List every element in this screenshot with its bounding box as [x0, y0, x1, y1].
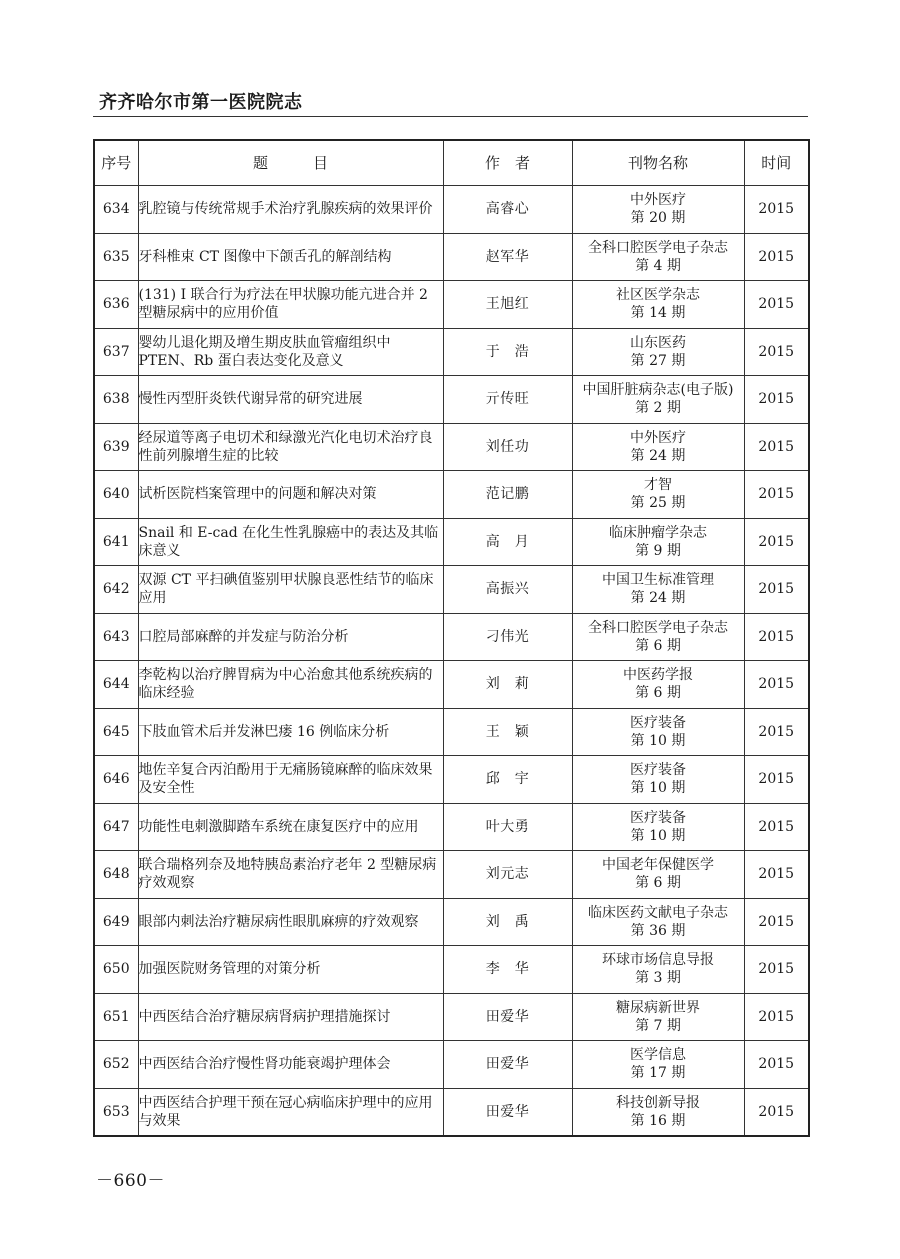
author-name: 刘 莉 — [443, 661, 572, 709]
row-number: 651 — [94, 993, 138, 1041]
journal-name: 中外医疗 — [630, 429, 686, 446]
row-number: 648 — [94, 851, 138, 899]
row-number: 649 — [94, 898, 138, 946]
journal-name: 中国老年保健医学 — [602, 857, 714, 874]
article-title: 牙科椎束 CT 图像中下颌舌孔的解剖结构 — [138, 233, 443, 281]
journal-name: 中国卫生标准管理 — [602, 572, 714, 589]
journal-cell — [572, 1088, 744, 1136]
author-name: 叶大勇 — [443, 803, 572, 851]
row-number: 650 — [94, 946, 138, 994]
journal-name: 全科口腔医学电子杂志 — [588, 239, 728, 256]
article-title: 中西医结合治疗慢性肾功能衰竭护理体会 — [138, 1041, 443, 1089]
table-row — [94, 186, 809, 234]
table-row — [94, 566, 809, 614]
publication-year: 2015 — [744, 803, 809, 851]
table-row — [94, 233, 809, 281]
journal-issue: 第 36 期 — [630, 922, 686, 939]
article-title: Snail 和 E-cad 在化生性乳腺癌中的表达及其临床意义 — [138, 518, 443, 566]
journal-name: 山东医药 — [630, 334, 686, 351]
journal-name: 糖尿病新世界 — [616, 999, 700, 1016]
table-row — [94, 1088, 809, 1136]
table-row — [94, 661, 809, 709]
author-name: 田爱华 — [443, 993, 572, 1041]
journal-issue: 第 25 期 — [630, 495, 686, 512]
publication-year: 2015 — [744, 233, 809, 281]
article-title: 下肢血管术后并发淋巴瘘 16 例临床分析 — [138, 708, 443, 756]
journal-issue: 第 6 期 — [635, 637, 681, 654]
book-title: 齐齐哈尔市第一医院院志 — [99, 92, 303, 113]
journal-cell — [572, 376, 744, 424]
journal-issue: 第 4 期 — [635, 257, 681, 274]
publication-year: 2015 — [744, 946, 809, 994]
article-title: 中西医结合护理干预在冠心病临床护理中的应用与效果 — [138, 1088, 443, 1136]
row-number: 636 — [94, 281, 138, 329]
journal-cell — [572, 708, 744, 756]
table-row — [94, 756, 809, 804]
publication-year: 2015 — [744, 756, 809, 804]
article-title: (131) I 联合行为疗法在甲状腺功能亢进合并 2 型糖尿病中的应用价值 — [138, 281, 443, 329]
article-title: 功能性电刺激脚踏车系统在康复医疗中的应用 — [138, 803, 443, 851]
journal-issue: 第 10 期 — [630, 827, 686, 844]
journal-cell — [572, 566, 744, 614]
table-row — [94, 328, 809, 376]
journal-cell — [572, 898, 744, 946]
author-name: 刘任功 — [443, 423, 572, 471]
row-number: 645 — [94, 708, 138, 756]
table-row — [94, 851, 809, 899]
article-title: 经尿道等离子电切术和绿激光汽化电切术治疗良性前列腺增生症的比较 — [138, 423, 443, 471]
table-row — [94, 708, 809, 756]
journal-issue: 第 16 期 — [630, 1112, 686, 1129]
journal-name: 中医药学报 — [623, 667, 693, 684]
author-name: 于 浩 — [443, 328, 572, 376]
journal-name: 环球市场信息导报 — [602, 952, 714, 969]
publication-year: 2015 — [744, 851, 809, 899]
row-number: 643 — [94, 613, 138, 661]
article-title: 联合瑞格列奈及地特胰岛素治疗老年 2 型糖尿病疗效观察 — [138, 851, 443, 899]
table-row — [94, 1041, 809, 1089]
journal-issue: 第 20 期 — [630, 210, 686, 227]
journal-cell — [572, 423, 744, 471]
row-number: 652 — [94, 1041, 138, 1089]
journal-cell — [572, 1041, 744, 1089]
row-number: 644 — [94, 661, 138, 709]
row-number: 646 — [94, 756, 138, 804]
journal-cell — [572, 756, 744, 804]
journal-issue: 第 24 期 — [630, 590, 686, 607]
column-header-number: 序号 — [94, 140, 138, 186]
journal-issue: 第 14 期 — [630, 305, 686, 322]
table-row — [94, 376, 809, 424]
table-row — [94, 898, 809, 946]
journal-name: 科技创新导报 — [616, 1094, 700, 1111]
publication-year: 2015 — [744, 613, 809, 661]
author-name: 田爱华 — [443, 1088, 572, 1136]
journal-cell — [572, 281, 744, 329]
article-title: 地佐辛复合丙泊酚用于无痛肠镜麻醉的临床效果及安全性 — [138, 756, 443, 804]
journal-cell — [572, 471, 744, 519]
publication-year: 2015 — [744, 281, 809, 329]
journal-cell — [572, 993, 744, 1041]
journal-issue: 第 10 期 — [630, 732, 686, 749]
author-name: 王 颖 — [443, 708, 572, 756]
column-header-title: 题 目 — [138, 140, 443, 186]
journal-cell — [572, 328, 744, 376]
author-name: 高睿心 — [443, 186, 572, 234]
row-number: 634 — [94, 186, 138, 234]
article-title: 眼部内刺法治疗糖尿病性眼肌麻痹的疗效观察 — [138, 898, 443, 946]
author-name: 刘元志 — [443, 851, 572, 899]
row-number: 635 — [94, 233, 138, 281]
journal-name: 才智 — [644, 477, 672, 494]
journal-cell — [572, 613, 744, 661]
table-row — [94, 613, 809, 661]
publication-year: 2015 — [744, 661, 809, 709]
journal-name: 医疗装备 — [630, 809, 686, 826]
author-name: 高 月 — [443, 518, 572, 566]
author-name: 亓传旺 — [443, 376, 572, 424]
article-title: 加强医院财务管理的对策分析 — [138, 946, 443, 994]
article-title: 乳腔镜与传统常规手术治疗乳腺疾病的效果评价 — [138, 186, 443, 234]
header-divider — [93, 116, 808, 117]
article-title: 慢性丙型肝炎铁代谢异常的研究进展 — [138, 376, 443, 424]
publication-year: 2015 — [744, 566, 809, 614]
journal-name: 中外医疗 — [630, 192, 686, 209]
table-row — [94, 471, 809, 519]
journal-issue: 第 10 期 — [630, 780, 686, 797]
journal-issue: 第 24 期 — [630, 447, 686, 464]
row-number: 642 — [94, 566, 138, 614]
journal-issue: 第 7 期 — [635, 1017, 681, 1034]
journal-cell — [572, 661, 744, 709]
table-header-row — [94, 140, 809, 186]
author-name: 李 华 — [443, 946, 572, 994]
journal-issue: 第 6 期 — [635, 875, 681, 892]
author-name: 田爱华 — [443, 1041, 572, 1089]
article-title: 试析医院档案管理中的问题和解决对策 — [138, 471, 443, 519]
publication-year: 2015 — [744, 1041, 809, 1089]
publication-year: 2015 — [744, 1088, 809, 1136]
table-row — [94, 946, 809, 994]
journal-cell — [572, 851, 744, 899]
table-row — [94, 993, 809, 1041]
journal-name: 医疗装备 — [630, 762, 686, 779]
publication-year: 2015 — [744, 328, 809, 376]
publication-year: 2015 — [744, 518, 809, 566]
row-number: 639 — [94, 423, 138, 471]
table-row — [94, 281, 809, 329]
row-number: 640 — [94, 471, 138, 519]
journal-name: 社区医学杂志 — [616, 287, 700, 304]
article-title: 李乾构以治疗脾胃病为中心治愈其他系统疾病的临床经验 — [138, 661, 443, 709]
row-number: 638 — [94, 376, 138, 424]
author-name: 王旭红 — [443, 281, 572, 329]
journal-name: 临床医药文献电子杂志 — [588, 904, 728, 921]
journal-issue: 第 2 期 — [635, 400, 681, 417]
author-name: 邱 宇 — [443, 756, 572, 804]
table-body — [94, 186, 809, 1137]
journal-name: 中国肝脏病杂志(电子版) — [582, 382, 734, 399]
article-title: 中西医结合治疗糖尿病肾病护理措施探讨 — [138, 993, 443, 1041]
page-number: －660－ — [96, 1171, 165, 1191]
publication-year: 2015 — [744, 186, 809, 234]
journal-issue: 第 9 期 — [635, 542, 681, 559]
publication-year: 2015 — [744, 898, 809, 946]
row-number: 653 — [94, 1088, 138, 1136]
journal-cell — [572, 946, 744, 994]
table-row — [94, 803, 809, 851]
publication-year: 2015 — [744, 423, 809, 471]
journal-cell — [572, 518, 744, 566]
journal-name: 医疗装备 — [630, 714, 686, 731]
author-name: 刘 禹 — [443, 898, 572, 946]
column-header-author: 作 者 — [443, 140, 572, 186]
publication-year: 2015 — [744, 708, 809, 756]
publication-year: 2015 — [744, 376, 809, 424]
table-row — [94, 518, 809, 566]
author-name: 刁伟光 — [443, 613, 572, 661]
journal-cell — [572, 803, 744, 851]
article-title: 婴幼儿退化期及增生期皮肤血管瘤组织中 PTEN、Rb 蛋白表达变化及意义 — [138, 328, 443, 376]
journal-cell — [572, 233, 744, 281]
column-header-journal: 刊物名称 — [572, 140, 744, 186]
journal-issue: 第 17 期 — [630, 1065, 686, 1082]
author-name: 赵军华 — [443, 233, 572, 281]
row-number: 637 — [94, 328, 138, 376]
publication-table — [93, 139, 810, 1137]
journal-name: 全科口腔医学电子杂志 — [588, 619, 728, 636]
journal-issue: 第 27 期 — [630, 352, 686, 369]
author-name: 高振兴 — [443, 566, 572, 614]
journal-name: 临床肿瘤学杂志 — [609, 524, 707, 541]
article-title: 口腔局部麻醉的并发症与防治分析 — [138, 613, 443, 661]
row-number: 641 — [94, 518, 138, 566]
journal-issue: 第 3 期 — [635, 970, 681, 987]
journal-cell — [572, 186, 744, 234]
table-row — [94, 423, 809, 471]
publication-year: 2015 — [744, 993, 809, 1041]
row-number: 647 — [94, 803, 138, 851]
column-header-year: 时间 — [744, 140, 809, 186]
publication-year: 2015 — [744, 471, 809, 519]
journal-issue: 第 6 期 — [635, 685, 681, 702]
author-name: 范记鹏 — [443, 471, 572, 519]
article-title: 双源 CT 平扫碘值鉴别甲状腺良恶性结节的临床应用 — [138, 566, 443, 614]
journal-name: 医学信息 — [630, 1047, 686, 1064]
